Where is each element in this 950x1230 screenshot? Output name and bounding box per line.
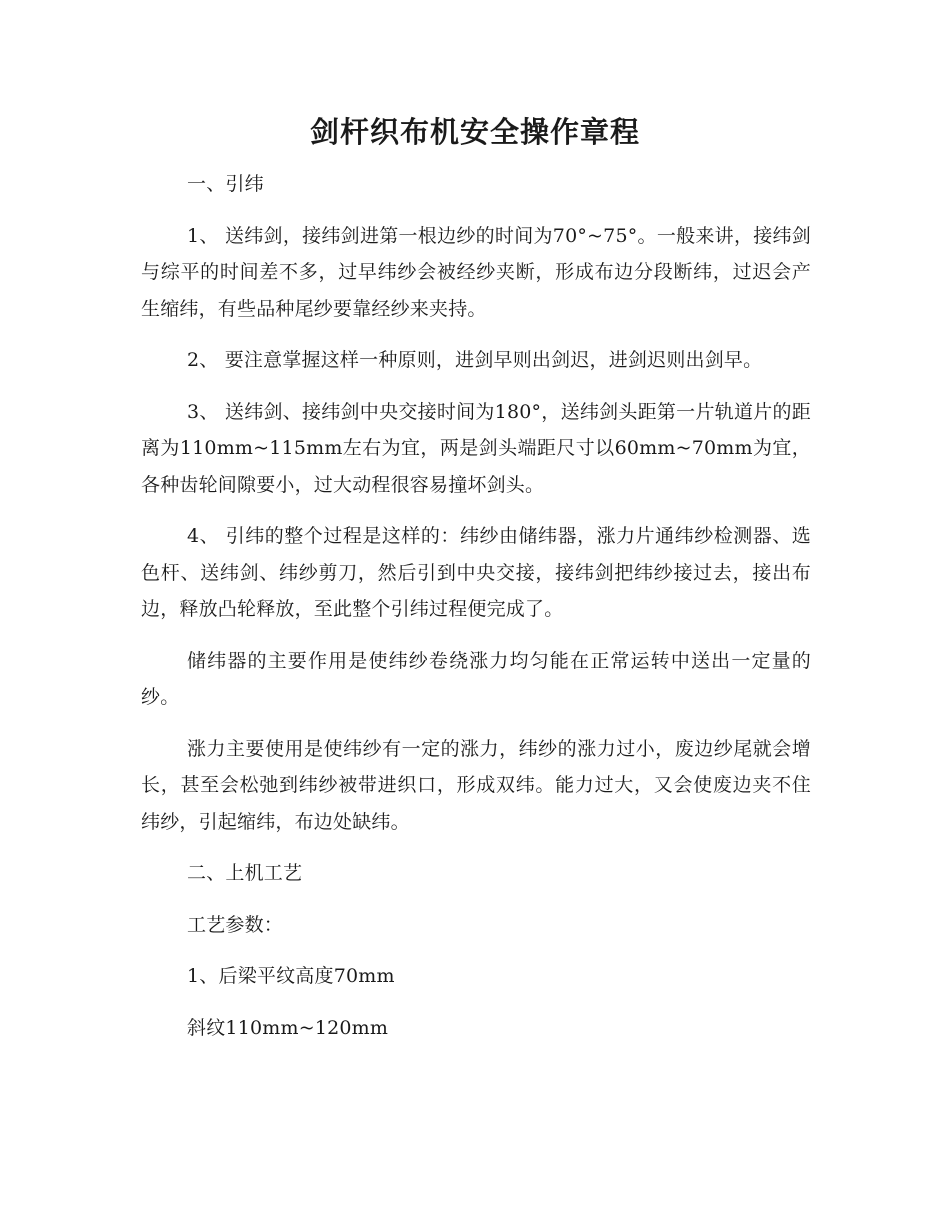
section-heading-machine-setup: 二、上机工艺 bbox=[187, 862, 303, 884]
paragraph-item-2: 2、 要注意掌握这样一种原则，进剑早则出剑迟，进剑迟则出剑早。 bbox=[187, 349, 763, 371]
paragraph-item-1: 1、 送纬剑，接纬剑进第一根边纱的时间为70°~75°。一般来讲，接纬剑与综平的时间差不多，过早纬纱会被经纱夹断，形成布边分段断纬，过迟会产生缩纬，有些品种尾纱要靠经纱来夹持。 bbox=[141, 224, 811, 320]
document-body bbox=[141, 166, 811, 1046]
section-heading-weft-insertion: 一、引纬 bbox=[187, 173, 264, 195]
paragraph-item-4: 4、 引纬的整个过程是这样的：纬纱由储纬器，涨力片通纬纱检测器、选色杆、送纬剑、纬纱剪刀，然后引到中央交接，接纬剑把纬纱接过去，接出布边，释放凸轮释放，至此整个引纬过程便完成了。 bbox=[141, 525, 811, 620]
paragraph-process-parameters: 工艺参数： bbox=[187, 913, 284, 936]
paragraph-tension: 涨力主要使用是使纬纱有一定的涨力，纬纱的涨力过小，废边纱尾就会增长，甚至会松弛到纬纱被带进织口，形成双纬。能力过大，又会使废边夹不住纬纱，引起缩纬，布边处缺纬。 bbox=[141, 737, 811, 833]
document-title: 剑杆织布机安全操作章程 bbox=[309, 115, 640, 149]
paragraph-back-beam-plain: 1、后梁平纹高度70mm bbox=[187, 965, 395, 987]
paragraph-weft-accumulator: 储纬器的主要作用是使纬纱卷绕涨力均匀能在正常运转中送出一定量的纱。 bbox=[141, 649, 811, 708]
paragraph-back-beam-twill: 斜纹110mm~120mm bbox=[187, 1016, 389, 1039]
paragraph-item-3: 3、 送纬剑、接纬剑中央交接时间为180°，送纬剑头距第一片轨道片的距离为110mm~115mm左右为宜，两是剑头端距尺寸以60mm~70mm为宜，各种齿轮间隙要小，过大动程很容易撞坏剑头。 bbox=[141, 400, 811, 496]
